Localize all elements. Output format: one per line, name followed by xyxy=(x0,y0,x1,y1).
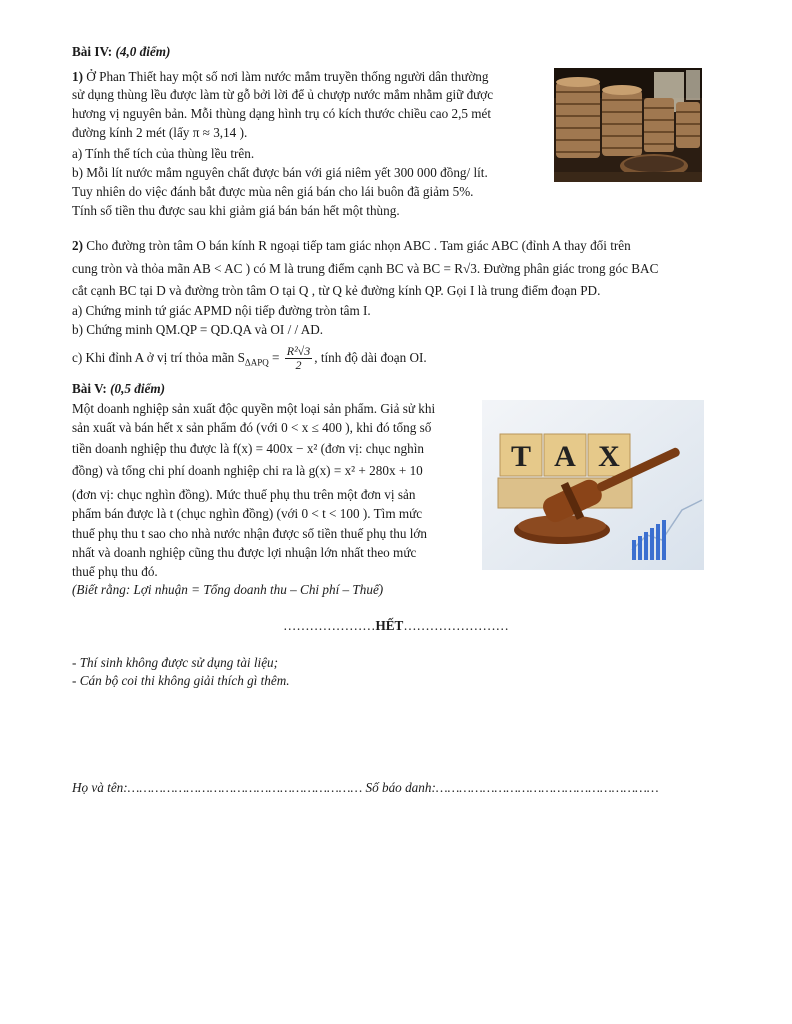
s5-line-8: nhất và doanh nghiệp cũng thu được lợi nhuận lớn nhất theo mức xyxy=(72,545,417,560)
q2-text: Cho đường tròn tâm O bán kính R ngoại tiếp tam giác nhọn ABC . Tam giác ABC (đỉnh A thay đổi trên xyxy=(86,238,631,253)
s5-line-9: thuế phụ thu đó. xyxy=(72,564,158,579)
q2-line-3: cắt cạnh BC tại D và đường tròn tâm O tại Q , từ Q kẻ đường kính QP. Gọi I là trung điểm đoạn PD. xyxy=(72,283,601,298)
q1-part-a: a) Tính thể tích của thùng lều trên. xyxy=(72,146,255,161)
section-5-title: Bài V: xyxy=(72,381,111,396)
section-5-points: (0,5 điểm) xyxy=(110,381,166,396)
area-fraction-denominator: 2 xyxy=(295,358,302,373)
q2-number: 2) xyxy=(72,238,87,253)
section-4-points: (4,0 điểm) xyxy=(115,44,171,59)
s5-line-5: (đơn vị: chục nghìn đồng). Mức thuế phụ thu trên một đơn vị sản xyxy=(72,487,416,502)
q2-part-b: b) Chứng minh QM.QP = QD.QA và OI / / AD. xyxy=(72,322,324,337)
q1-part-b-line-3: Tính số tiền thu được sau khi giảm giá bán bán hết một thùng. xyxy=(72,203,400,218)
q1-line-4: đường kính 2 mét (lấy π ≈ 3,14 ). xyxy=(72,125,248,140)
s5-line-6: phẩm bán được là t (chục nghìn đồng) (với 0 < t < 100 ). Tìm mức xyxy=(72,506,423,521)
q1-line-1 xyxy=(72,69,488,85)
area-fraction-numerator: R²√3 xyxy=(286,344,311,359)
s5-line-7: thuế phụ thu t sao cho nhà nước nhận được số tiền thuế phụ thu lớn xyxy=(72,526,427,541)
q2-part-c xyxy=(72,343,427,378)
q2-line-1 xyxy=(72,238,631,254)
s5-profit-note: (Biết rằng: Lợi nhuận = Tổng doanh thu – Chi phí – Thuế) xyxy=(72,582,384,597)
q1-part-b-line-1: b) Mỗi lít nước mắm nguyên chất được bán với giá niêm yết 300 000 đồng/ lít. xyxy=(72,165,488,180)
note-1: - Thí sinh không được sử dụng tài liệu; xyxy=(72,655,279,670)
s5-line-2: sản xuất và bán hết x sản phẩm đó (với 0 < x ≤ 400 ), khi đó tổng số xyxy=(72,420,432,435)
q2-c-equals: = xyxy=(268,350,283,365)
q2-c-suffix: , tính độ dài đoạn OI. xyxy=(314,350,427,365)
tax-gavel-image xyxy=(482,400,704,570)
candidate-info xyxy=(72,780,659,796)
end-dots-left: ………………… xyxy=(283,618,376,633)
s5-line-3: tiền doanh nghiệp thu được là f(x) = 400x − x² (đơn vị: chục nghìn xyxy=(72,441,424,456)
q1-number: 1) xyxy=(72,69,87,84)
id-label: Số báo danh: xyxy=(362,780,436,795)
section-4-heading xyxy=(72,44,170,60)
end-marker xyxy=(0,618,792,634)
barrels-illustration xyxy=(554,68,702,182)
name-dots: …………………………………………………… xyxy=(127,780,363,795)
tax-letter-t: T xyxy=(510,440,532,473)
s5-line-1: Một doanh nghiệp sản xuất độc quyền một loại sản phẩm. Giả sử khi xyxy=(72,401,436,416)
name-label: Họ và tên: xyxy=(72,780,128,795)
section-5-heading xyxy=(72,381,165,397)
id-dots: ………………………………………………… xyxy=(435,780,659,795)
q1-line-2: sử dụng thùng lều được làm từ gỗ bởi lời để ủ chượp nước mắm nhằm giữ được xyxy=(72,87,494,102)
tax-illustration xyxy=(482,400,704,570)
section-4-title: Bài IV: xyxy=(72,44,116,59)
end-label: HẾT xyxy=(375,618,404,633)
s5-line-4: đồng) và tổng chi phí doanh nghiệp chi ra là g(x) = x² + 280x + 10 xyxy=(72,463,423,478)
q1-line-3: hương vị nguyên bản. Mỗi thùng dạng hình trụ có kích thước chiều cao 2,5 mét xyxy=(72,106,492,121)
q2-part-a: a) Chứng minh tứ giác APMD nội tiếp đường tròn tâm I. xyxy=(72,303,371,318)
tax-letter-a: A xyxy=(554,440,576,473)
fish-sauce-barrels-image xyxy=(554,68,702,182)
q2-line-2: cung tròn và thỏa mãn AB < AC ) có M là trung điểm cạnh BC và BC = R√3. Đường phân giác trong góc BAC xyxy=(72,261,659,276)
end-dots-right: …………………… xyxy=(403,618,509,633)
area-fraction xyxy=(285,345,313,372)
q2-c-prefix: c) Khi đỉnh A ở vị trí thỏa mãn S xyxy=(72,350,245,365)
note-2: - Cán bộ coi thi không giải thích gì thêm. xyxy=(72,673,290,688)
q1-part-b-line-2: Tuy nhiên do việc đánh bắt được mùa nên giá bán cho lái buôn đã giảm 5%. xyxy=(72,184,474,199)
q1-text: Ở Phan Thiết hay một số nơi làm nước mắm truyền thống người dân thường xyxy=(86,69,489,84)
tax-letter-x: X xyxy=(598,440,620,473)
q2-c-subscript: ΔAPQ xyxy=(244,357,269,368)
